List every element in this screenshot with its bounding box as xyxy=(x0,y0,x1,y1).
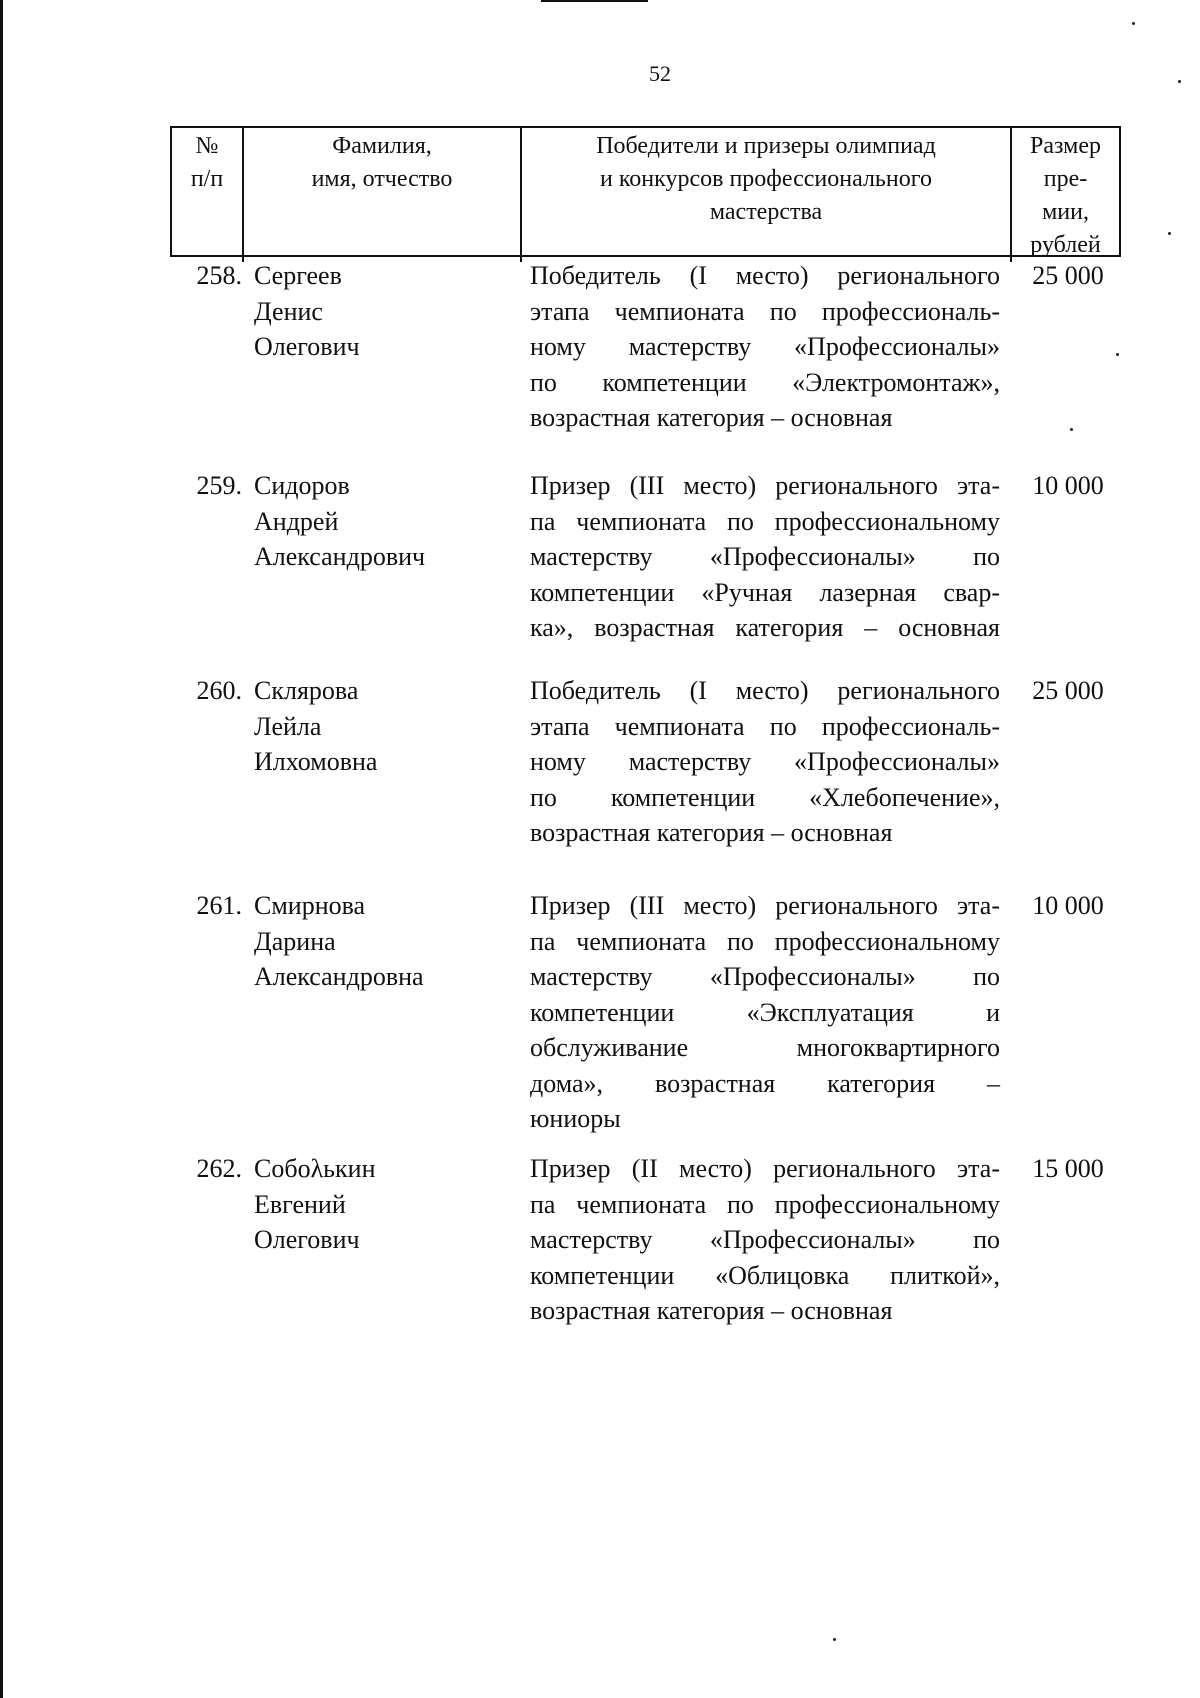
achievement-line: Победитель (I место) регионального xyxy=(530,261,1000,290)
achievement-line: мастерству «Профессионалы» по xyxy=(530,1225,1000,1254)
row-bonus-amount: 10 000 xyxy=(1032,471,1104,500)
row-number: 262. xyxy=(196,1154,242,1183)
achievement-line: Призер (II место) регионального эта- xyxy=(530,1154,1000,1183)
achievement-line: Призер (III место) регионального эта- xyxy=(530,471,1000,500)
achievement-line: по компетенции «Хлебопечение», xyxy=(530,782,1000,812)
row-achievement xyxy=(530,888,1000,1137)
achievement-line: мастерству «Профессионалы» по xyxy=(530,542,1000,571)
scan-speck xyxy=(833,1638,836,1641)
row-achievement xyxy=(530,673,1000,851)
scan-speck xyxy=(1132,22,1135,25)
row-number: 260. xyxy=(196,676,242,705)
achievement-line: этапа чемпионата по профессиональ- xyxy=(530,296,1000,326)
achievement-line: ка», возрастная категория – основная xyxy=(530,613,1000,642)
achievement-line: па чемпионата по профессиональному xyxy=(530,1189,1000,1219)
achievement-line: компетенции «Эксплуатация и xyxy=(530,997,1000,1027)
scan-speck xyxy=(1116,353,1119,356)
row-achievement xyxy=(530,258,1000,436)
header-full-name: Фамилия, имя, отчество xyxy=(244,128,522,262)
achievement-line: этапа чемпионата по профессиональ- xyxy=(530,711,1000,741)
achievement-line: Призер (III место) регионального эта- xyxy=(530,891,1000,920)
top-rule xyxy=(541,0,648,2)
row-number: 258. xyxy=(196,261,242,290)
header-bonus-amount: Размер пре- мии, рублей xyxy=(1030,133,1101,258)
achievement-line: компетенции «Облицовка плиткой», xyxy=(530,1260,1000,1290)
row-bonus-amount: 15 000 xyxy=(1032,1154,1104,1183)
header-achievement: Победители и призеры олимпиад и конкурсов профессионального мастерства xyxy=(522,128,1012,262)
achievement-line: возрастная категория – основная xyxy=(530,403,893,432)
row-full-name: Склярова Лейла Илхомовна xyxy=(254,676,378,776)
achievement-line: обслуживание многоквартирного xyxy=(530,1033,1000,1062)
header-number: № п/п xyxy=(172,128,244,262)
achievement-line: юниоры xyxy=(530,1104,621,1133)
achievement-line: ному мастерству «Профессионалы» xyxy=(530,332,1000,361)
row-achievement xyxy=(530,1151,1000,1329)
achievement-line: по компетенции «Электромонтаж», xyxy=(530,367,1000,397)
achievement-line: возрастная категория – основная xyxy=(530,818,893,847)
page-number: 52 xyxy=(649,61,671,86)
row-full-name: Сидоров Андрей Александрович xyxy=(254,471,426,571)
row-full-name: Сергеев Денис Олегович xyxy=(254,261,360,361)
row-full-name: Смирнова Дарина Александровна xyxy=(254,891,424,991)
achievement-line: па чемпионата по профессиональному xyxy=(530,506,1000,536)
achievement-line: мастерству «Профессионалы» по xyxy=(530,962,1000,991)
row-full-name: Собολькин Евгений Олегович xyxy=(254,1154,376,1254)
achievement-line: дома», возрастная категория – xyxy=(530,1068,1000,1098)
scan-speck xyxy=(1070,428,1073,431)
row-bonus-amount: 10 000 xyxy=(1032,891,1104,920)
achievement-line: возрастная категория – основная xyxy=(530,1296,893,1325)
achievement-line: па чемпионата по профессиональному xyxy=(530,926,1000,956)
scan-speck xyxy=(1168,232,1171,235)
achievement-line: ному мастерству «Профессионалы» xyxy=(530,747,1000,776)
table-header xyxy=(170,126,1121,257)
row-number: 261. xyxy=(196,891,242,920)
scan-left-border xyxy=(0,0,3,1698)
row-number: 259. xyxy=(196,471,242,500)
row-bonus-amount: 25 000 xyxy=(1032,261,1104,290)
achievement-line: Победитель (I место) регионального xyxy=(530,676,1000,705)
row-bonus-amount: 25 000 xyxy=(1032,676,1104,705)
achievement-line: компетенции «Ручная лазерная свар- xyxy=(530,577,1000,607)
row-achievement xyxy=(530,468,1000,646)
